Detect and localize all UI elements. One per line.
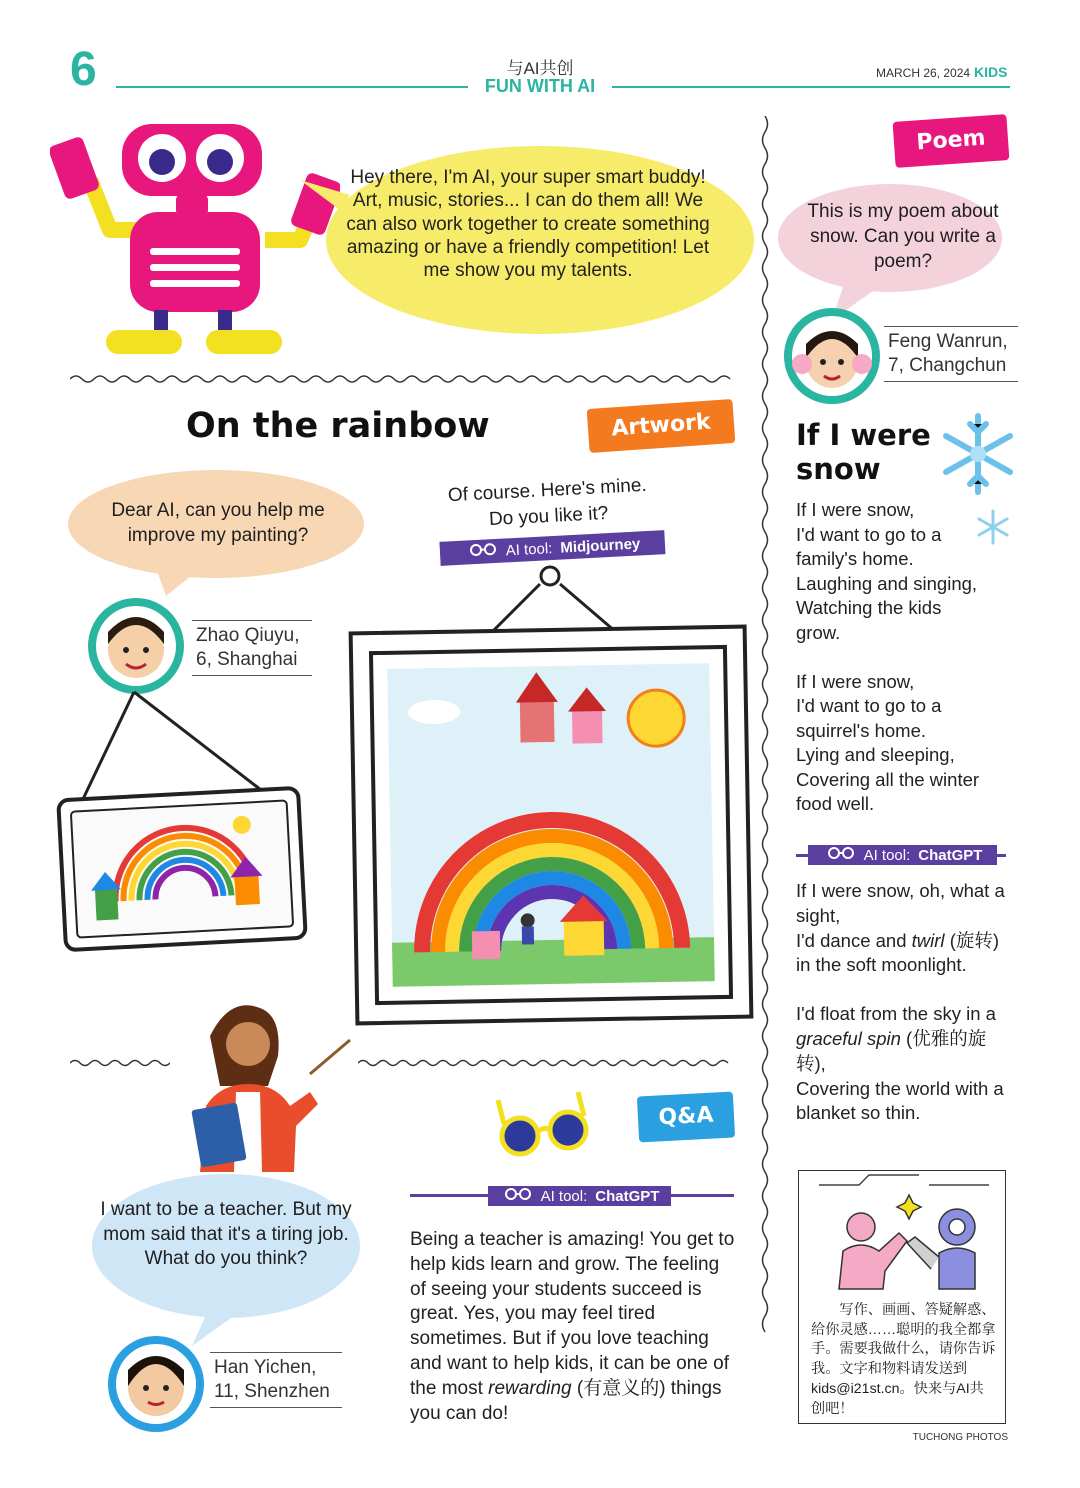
page-number: 6: [70, 43, 97, 96]
teacher-illustration: [170, 996, 360, 1172]
poem-tool-name: ChatGPT: [918, 846, 983, 864]
section-title-en: FUN WITH AI: [484, 76, 596, 96]
qa-tool-name: ChatGPT: [595, 1187, 660, 1205]
ai-poem-line-6: Covering the world with a blanket so thin.: [796, 1077, 1004, 1124]
feng-info: 7, Changchun: [888, 355, 1007, 376]
qa-answer-part2: (有意义的) things you can do!: [410, 1377, 722, 1424]
qa-question-text: I want to be a teacher. But my mom said that it's a tiring job. What do you think?: [100, 1199, 352, 1269]
ai-poem-twirl: twirl: [911, 929, 945, 951]
zhao-avatar: [88, 598, 184, 694]
artwork-question-text: Dear AI, can you help me improve my painting?: [111, 500, 325, 546]
ai-glasses-icon: [467, 542, 498, 562]
qa-answer-part1: Being a teacher is amazing! You get to help kids learn and grow. The feeling of seeing your students succeed is great. Yes, you may feel tired sometimes. But if you love teaching and want to help kids, it can be one of the most: [410, 1229, 735, 1399]
header-rule-left: [116, 86, 468, 88]
glasses-icon: [494, 1090, 594, 1160]
poem-tool-label: AI tool:: [863, 846, 911, 864]
zhao-name: Zhao Qiuyu,: [196, 625, 300, 646]
ai-poem-line-3: (旋转) in the soft moonlight.: [796, 929, 1000, 976]
han-avatar: [108, 1336, 204, 1432]
section-title-cn: 与AI共创: [506, 59, 574, 78]
qa-tool-label: AI tool:: [540, 1187, 588, 1205]
section-divider-mid-left: [70, 1058, 170, 1068]
promo-box: [798, 1170, 1006, 1424]
feng-avatar: [784, 308, 880, 404]
ai-glasses-icon: [826, 846, 856, 864]
zhao-name-block: [192, 620, 312, 676]
kid-poem: If I were snow, I'd want to go to a family's home. Laughing and singing, Watching the kids grow. If I were snow, I'd want to go to a squirrel's home. Lying and sleeping, Covering all the winter food well.: [796, 499, 980, 814]
poem-title: If I were snow: [796, 418, 931, 486]
snowflake-icon: [940, 410, 1016, 498]
ai-poem-line-1: If I were snow, oh, what a sight,: [796, 880, 1005, 926]
human-robot-handshake-icon: [799, 1171, 1005, 1301]
photo-credit: TUCHONG PHOTOS: [912, 1432, 1008, 1443]
section-divider-top: [70, 373, 736, 385]
ai-poem-stanza-1: [796, 879, 1010, 978]
kid-painting: [54, 688, 314, 958]
artwork-tool-label: AI tool:: [505, 539, 553, 559]
ai-poem-graceful: graceful spin: [796, 1027, 901, 1049]
han-info: 11, Shenzhen: [214, 1381, 330, 1402]
qa-answer: [410, 1228, 736, 1426]
promo-text: 写作、画画、答疑解惑、给你灵感……聪明的我全都拿手。需要我做什么，请你告诉我。文字和物料请发送到kids@i21st.cn。快来与AI共创吧！: [811, 1302, 996, 1417]
issue-date: MARCH 26, 2024: [876, 66, 971, 80]
poem-question-text: This is my poem about snow. Can you write a poem?: [807, 201, 999, 272]
artwork-title: On the rainbow: [186, 406, 490, 446]
artwork-ai-reply: Of course. Here's mine. Do you like it?: [447, 474, 648, 531]
ai-poem-line-5: (优雅的旋转),: [796, 1027, 987, 1074]
artwork-tag: Artwork: [587, 399, 736, 453]
intro-bubble-text: Hey there, I'm AI, your super smart buddy! Art, music, stories... I can do them all! We can also work together to create something amazing or have a friendly competition! Let me show you my talents.: [346, 167, 710, 282]
zhao-info: 6, Shanghai: [196, 649, 298, 670]
han-name-block: [210, 1352, 342, 1408]
brand-label: KIDS: [974, 64, 1008, 80]
ai-poem-line-2: I'd dance and: [796, 929, 912, 951]
feng-name: Feng Wanrun,: [888, 331, 1008, 352]
qa-tool-bar: [488, 1186, 671, 1206]
ai-poem-stanza-2: [796, 1002, 1010, 1126]
feng-name-block: [884, 326, 1018, 382]
ai-poem-line-4: I'd float from the sky in a: [796, 1003, 996, 1025]
artwork-tool-name: Midjourney: [559, 534, 641, 557]
han-name: Han Yichen,: [214, 1357, 317, 1378]
qa-answer-emphasis: rewarding: [488, 1377, 572, 1399]
ai-glasses-icon: [503, 1187, 533, 1205]
ai-painting: [340, 560, 760, 1030]
header-rule-right: [612, 86, 1010, 88]
qa-tag: Q&A: [637, 1092, 735, 1143]
column-divider: [758, 116, 772, 1436]
poem-tag: Poem: [893, 114, 1010, 168]
poem-tool-bar: [808, 845, 997, 865]
robot-illustration: [50, 120, 340, 360]
section-divider-mid-right: [358, 1058, 734, 1068]
ai-poem: [796, 879, 1010, 1126]
